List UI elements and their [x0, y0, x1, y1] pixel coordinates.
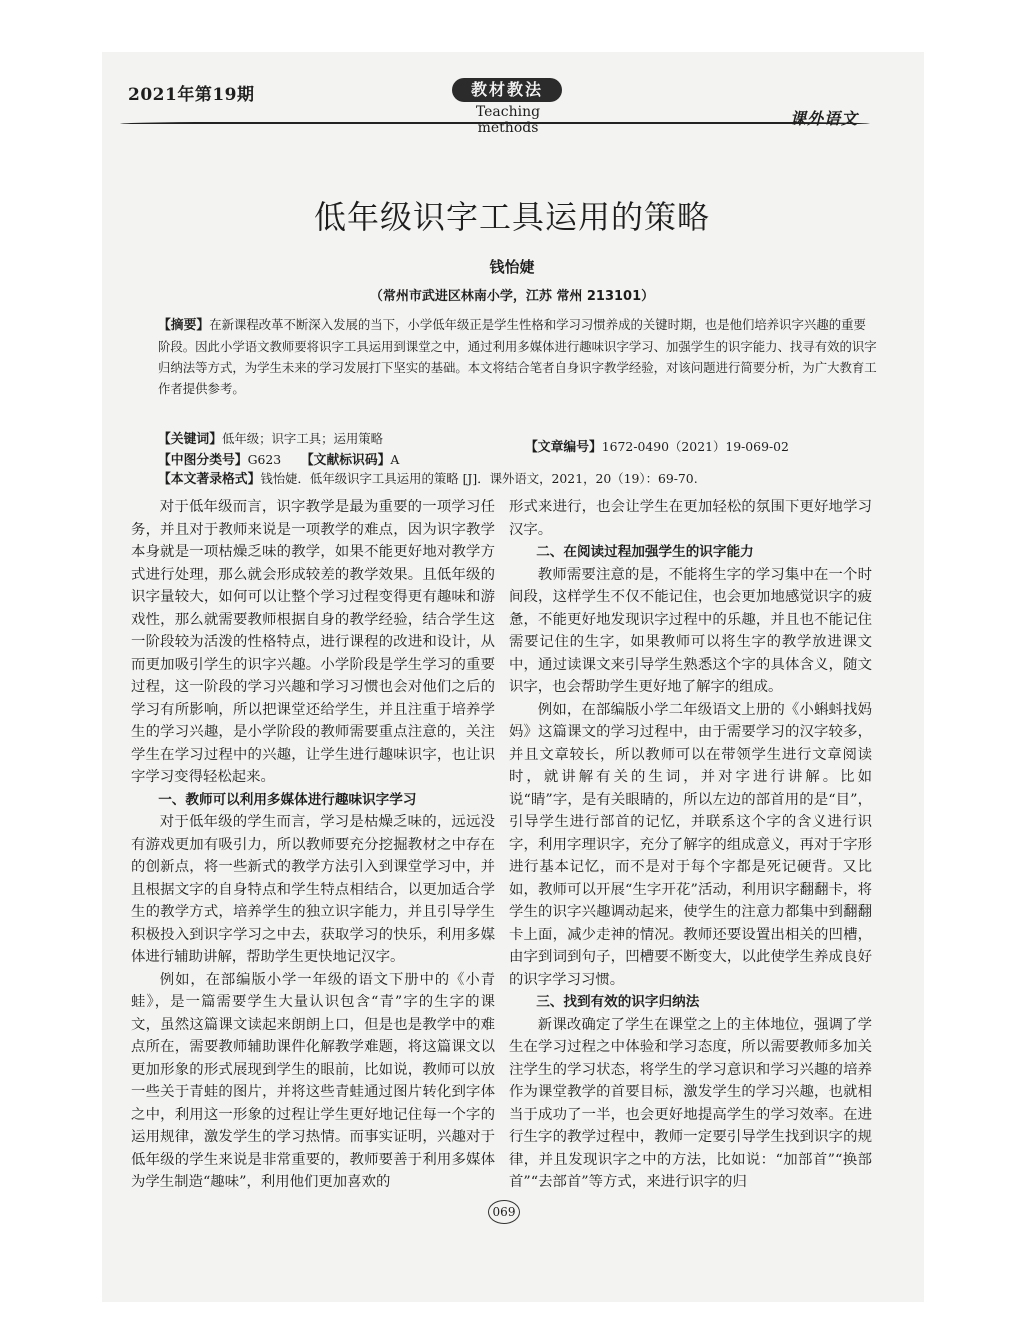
- issue-label: 2021年第19期: [128, 85, 255, 105]
- page-number: 069: [488, 1200, 520, 1224]
- section-badge: 教材教法: [452, 78, 562, 102]
- journal-brand: 课外语文: [790, 109, 859, 128]
- body-right-column: [509, 496, 872, 1194]
- article-number-value: 1672-0490（2021）19-069-02: [601, 439, 789, 454]
- body-paragraph: 对于低年级的学生而言，学习是枯燥乏味的，远远没有游戏更加有吸引力，所以教师要充分挖掘教材之中存在的创新点，将一些新式的教学方法引入到课堂学习中，并且根据文字的自身特点和学生特点相结合，以更加适合学生的教学方式，培养学生的独立识字能力，并且引导学生积极投入到识字学习之中去，获取学习的快乐，利用多媒体进行辅助讲解，帮助学生更快地记汉字。: [131, 814, 495, 965]
- clc-label: 【中图分类号】: [158, 453, 248, 468]
- body-paragraph: 形式来进行，也会让学生在更加轻松的氛围下更好地学习汉字。: [509, 499, 872, 538]
- keywords-label: 【关键词】: [158, 432, 222, 447]
- abstract: [158, 314, 878, 399]
- doc-code-label: 【文献标识码】: [300, 453, 391, 468]
- doc-code-value: A: [390, 452, 400, 467]
- article-number-label: 【文章编号】: [525, 440, 602, 455]
- body-paragraph: 教师需要注意的是，不能将生字的学习集中在一个时间段，这样学生不仅不能记住，也会更加地感觉识字的疲惫，不能更好地发现识字过程中的乐趣，并且也不能记住需要记住的生字，如果教师可以将生字的教学放进课文中，通过读课文来引导学生熟悉这个字的具体含义，随文识字，也会帮助学生更好地了解字的组成。: [509, 566, 872, 695]
- body-paragraph: 对于低年级而言，识字教学是最为重要的一项学习任务，并且对于教师来说是一项教学的难点，因为识字教学本身就是一项枯燥乏味的教学，如果不能更好地对教学方式进行处理，那么就会形成较差的教学效果。且低年级的识字量较大，如何可以让整个学习过程变得更有趣味和游戏性，那么就需要教师根据自身的教学经验，结合学生这一阶段较为活泼的性格特点，进行课程的改进和设计，从而更加吸引学生的识字兴趣。小学阶段是学生学习的重要过程，这一阶段的学习兴趣和学习习惯也会对他们之后的学习有所影响，所以把课堂还给学生，并且注重于培养学生的学习兴趣，是小学阶段的教师需要重点注意的，关注学生在学习过程中的兴趣，让学生进行趣味识字，也让识字学习变得轻松起来。: [131, 499, 495, 785]
- article-number: [525, 436, 855, 458]
- body-paragraph: 例如，在部编版小学一年级的语文下册中的《小青蛙》，是一篇需要学生大量认识包含“青”字的生字的课文，虽然这篇课文读起来朗朗上口，但是也是教学中的难点所在，需要教师辅助课件化解教学难题，将这篇课文以更加形象的形式展现到学生的眼前，比如说，教师可以放一些关于青蛙的图片，并将这些青蛙通过图片转化到字体之中，利用这一形象的过程让学生更好地记住每一个字的运用规律，激发学生的学习热情。而事实证明，兴趣对于低年级的学生来说是非常重要的，教师要善于利用多媒体为学生制造“趣味”，利用他们更加喜欢的: [131, 971, 495, 1190]
- keywords-text: 低年级；识字工具；运用策略: [221, 431, 384, 446]
- body-paragraph: 例如，在部编版小学二年级语文上册的《小蝌蚪找妈妈》这篇课文的学习过程中，由于需要学习的汉字较多，并且文章较长，所以教师可以在带领学生进行文章阅读时，就讲解有关的生词，并对字进行讲解。比如说“睛”字，是有关眼睛的，所以左边的部首用的是“目”，引导学生进行部首的记忆，并联系这个字的含义进行识字，利用字理识字，充分了解字的组成意义，再对于字形进行基本记忆，而不是对于每个字都是死记硬背。又比如，教师可以开展“生字开花”活动，利用识字翻翻卡，将学生的识字兴趣调动起来，使学生的注意力都集中到翻翻卡上面，减少走神的情况。教师还要设置出相关的凹槽，由字到词到句子，凹槽要不断变大，以此使学生养成良好的识字学习习惯。: [509, 701, 872, 988]
- article-author: 钱怡婕: [489, 258, 535, 276]
- section-heading: 三、找到有效的识字归纳法: [536, 994, 700, 1010]
- article-affiliation: （常州市武进区林南小学，江苏 常州 213101）: [369, 289, 655, 304]
- body-left-column: [131, 496, 495, 1194]
- header-rule: [120, 122, 870, 124]
- section-heading: 一、教师可以利用多媒体进行趣味识字学习: [158, 791, 417, 808]
- body-paragraph: 新课改确定了学生在课堂之上的主体地位，强调了学生在学习过程之中体验和学习态度，所以需要教师多加关注学生的学习状态，将学生的学习意识和学习兴趣的培养作为课堂教学的首要目标，激发学生的学习兴趣，也就相当于成功了一半，也会更好地提高学生的学习效率。在进行生字的教学过程中，教师一定要引导学生找到识字的规律，并且发现识字之中的方法，比如说：“加部首”“换部首”“去部首”等方式，来进行识字的归: [509, 1016, 872, 1190]
- article-title: 低年级识字工具运用的策略: [313, 198, 710, 236]
- section-heading: 二、在阅读过程加强学生的识字能力: [536, 544, 754, 560]
- citation-text: 钱怡婕．低年级识字工具运用的策略 [J]．课外语文，2021，20（19）：69-70.: [260, 471, 698, 486]
- abstract-label: 【摘要】: [158, 318, 210, 333]
- section-english: Teaching methods: [475, 104, 541, 136]
- abstract-text: 在新课程改革不断深入发展的当下，小学低年级正是学生性格和学习习惯养成的关键时期，也是他们培养识字兴趣的重要阶段。因此小学语文教师要将识字工具运用到课堂之中，通过利用多媒体进行趣味识字学习、加强学生的识字能力、找寻有效的识字归纳法等方式，为学生未来的学习发展打下坚实的基础。本文将结合笔者自身识字教学经验，对该问题进行简要分析，为广大教育工作者提供参考。: [158, 317, 877, 396]
- citation-label: 【本文著录格式】: [158, 472, 261, 487]
- clc-value: G623: [247, 452, 282, 467]
- citation: [158, 468, 878, 490]
